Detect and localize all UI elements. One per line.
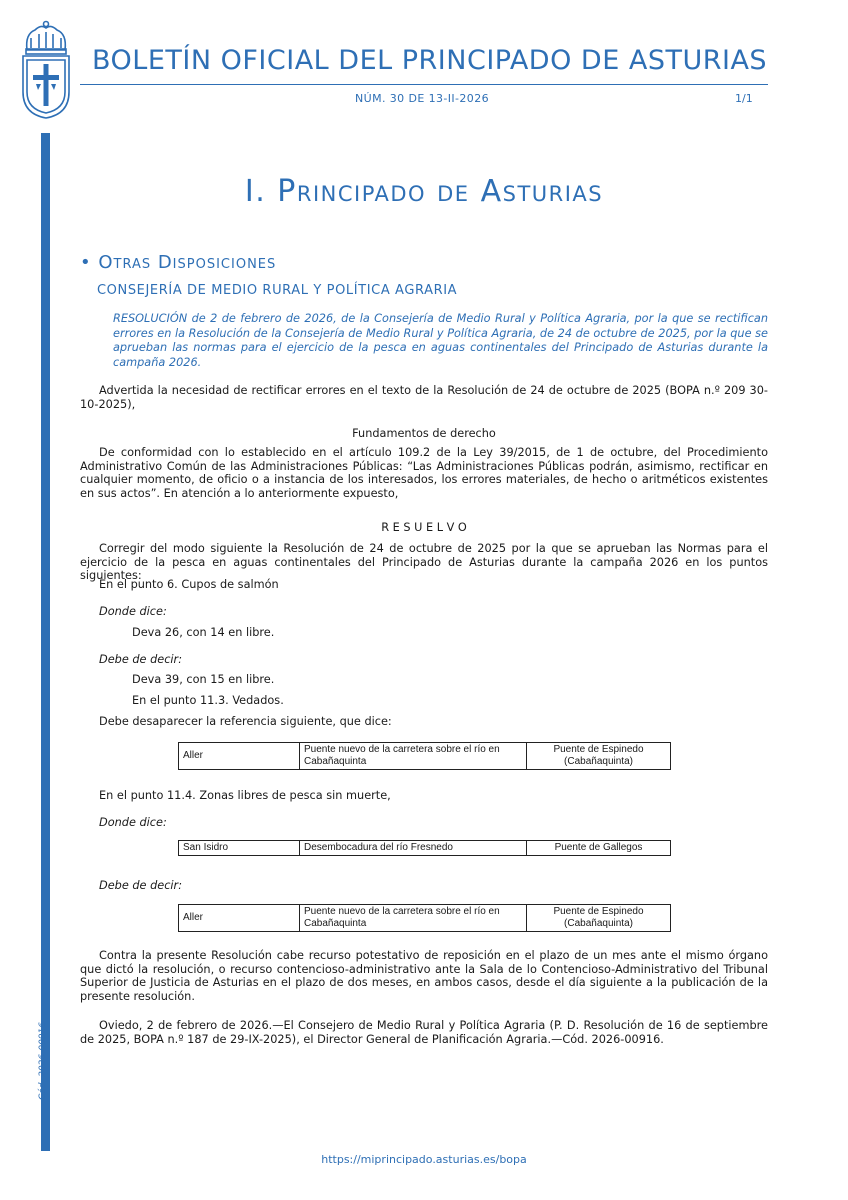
libre-old-table xyxy=(178,840,671,856)
donde-dice-label: Donde dice: xyxy=(99,605,167,618)
table-row xyxy=(179,905,671,932)
table-cell: Puente de Espinedo (Cabañaquinta) xyxy=(527,905,671,932)
table-cell: Desembocadura del río Fresnedo xyxy=(300,841,527,856)
point-11-3: En el punto 11.3. Vedados. xyxy=(132,694,284,707)
table-cell: San Isidro xyxy=(179,841,300,856)
header-rule xyxy=(80,84,768,85)
fundamentos-heading: Fundamentos de derecho xyxy=(352,427,496,440)
issue-number: NÚM. 30 DE 13-II-2026 xyxy=(355,92,489,105)
donde-dice-label: Donde dice: xyxy=(99,816,167,829)
section-title: I. Principado de Asturias xyxy=(244,174,604,209)
table-row xyxy=(179,841,671,856)
bulletin-title: BOLETÍN OFICIAL DEL PRINCIPADO DE ASTURIAS xyxy=(92,45,768,76)
resuelvo-paragraph: Corregir del modo siguiente la Resolución de 24 de octubre de 2025 por la que se aprueban las Normas para el ejercicio de la pesca en aguas continentales del Principado de Asturias durante la campaña 2026 en los puntos siguientes: xyxy=(80,542,768,583)
page-count: 1/1 xyxy=(735,92,753,105)
coat-of-arms-icon xyxy=(19,20,73,120)
table-cell: Aller xyxy=(179,905,300,932)
point-6: En el punto 6. Cupos de salmón xyxy=(99,578,279,591)
sidebar-bar xyxy=(41,133,50,1151)
table-cell: Aller xyxy=(179,743,300,770)
subsection-title: • Otras Disposiciones xyxy=(80,252,277,273)
table-cell: Puente de Espinedo (Cabañaquinta) xyxy=(527,743,671,770)
vedado-table xyxy=(178,742,671,770)
table-cell: Puente nuevo de la carretera sobre el río en Cabañaquinta xyxy=(300,743,527,770)
sidebar-code: Cód. 2026-00916 xyxy=(38,1021,48,1100)
recurso-paragraph: Contra la presente Resolución cabe recurso potestativo de reposición en el plazo de un mes ante el mismo órgano que dictó la resolución, o recurso contencioso-administrativo ante la Sala de lo Contencioso-Administrativo del Tribunal Superior de Justicia de Asturias en el plazo de dos meses, en ambos casos, desde el día siguiente a la publicación de la presente resolución. xyxy=(80,949,768,1003)
table-cell: Puente de Gallegos xyxy=(527,841,671,856)
deva-old-text: Deva 26, con 14 en libre. xyxy=(132,626,275,639)
deva-new-text: Deva 39, con 15 en libre. xyxy=(132,673,275,686)
footer-url[interactable]: https://miprincipado.asturias.es/bopa xyxy=(321,1153,527,1166)
resolution-summary: RESOLUCIÓN de 2 de febrero de 2026, de la Consejería de Medio Rural y Política Agraria, por la que se rectifican errores en la Resolución de la Consejería de Medio Rural y Política Agraria, de 24 de octubre de 2025, por la que se aprueban las normas para el ejercicio de la pesca en aguas continentales del Principado de Asturias durante la campaña 2026. xyxy=(113,312,768,369)
debe-decir-label: Debe de decir: xyxy=(99,653,182,666)
table-cell: Puente nuevo de la carretera sobre el río en Cabañaquinta xyxy=(300,905,527,932)
point-11-4: En el punto 11.4. Zonas libres de pesca sin muerte, xyxy=(99,789,391,802)
ministry-name: CONSEJERÍA DE MEDIO RURAL Y POLÍTICA AGRARIA xyxy=(97,283,458,298)
debe-decir-label: Debe de decir: xyxy=(99,879,182,892)
libre-new-table xyxy=(178,904,671,932)
signature-paragraph: Oviedo, 2 de febrero de 2026.—El Consejero de Medio Rural y Política Agraria (P. D. Resolución de 16 de septiembre de 2025, BOPA n.º 187 de 29-IX-2025), el Director General de Planificación Agraria.—Cód. 2026-00916. xyxy=(80,1019,768,1046)
resuelvo-heading: R E S U E L V O xyxy=(381,521,467,534)
desaparecer-text: Debe desaparecer la referencia siguiente, que dice: xyxy=(99,715,392,728)
fundamentos-paragraph: De conformidad con lo establecido en el artículo 109.2 de la Ley 39/2015, de 1 de octubre, del Procedimiento Administrativo Común de las Administraciones Públicas: “Las Administraciones Públicas podrán, asimismo, rectificar en cualquier momento, de oficio o a instancia de los interesados, los errores materiales, de hecho o aritméticos existentes en sus actos”. En atención a lo anteriormente expuesto, xyxy=(80,446,768,500)
intro-paragraph: Advertida la necesidad de rectificar errores en el texto de la Resolución de 24 de octubre de 2025 (BOPA n.º 209 30-10-2025), xyxy=(80,384,768,411)
table-row xyxy=(179,743,671,770)
